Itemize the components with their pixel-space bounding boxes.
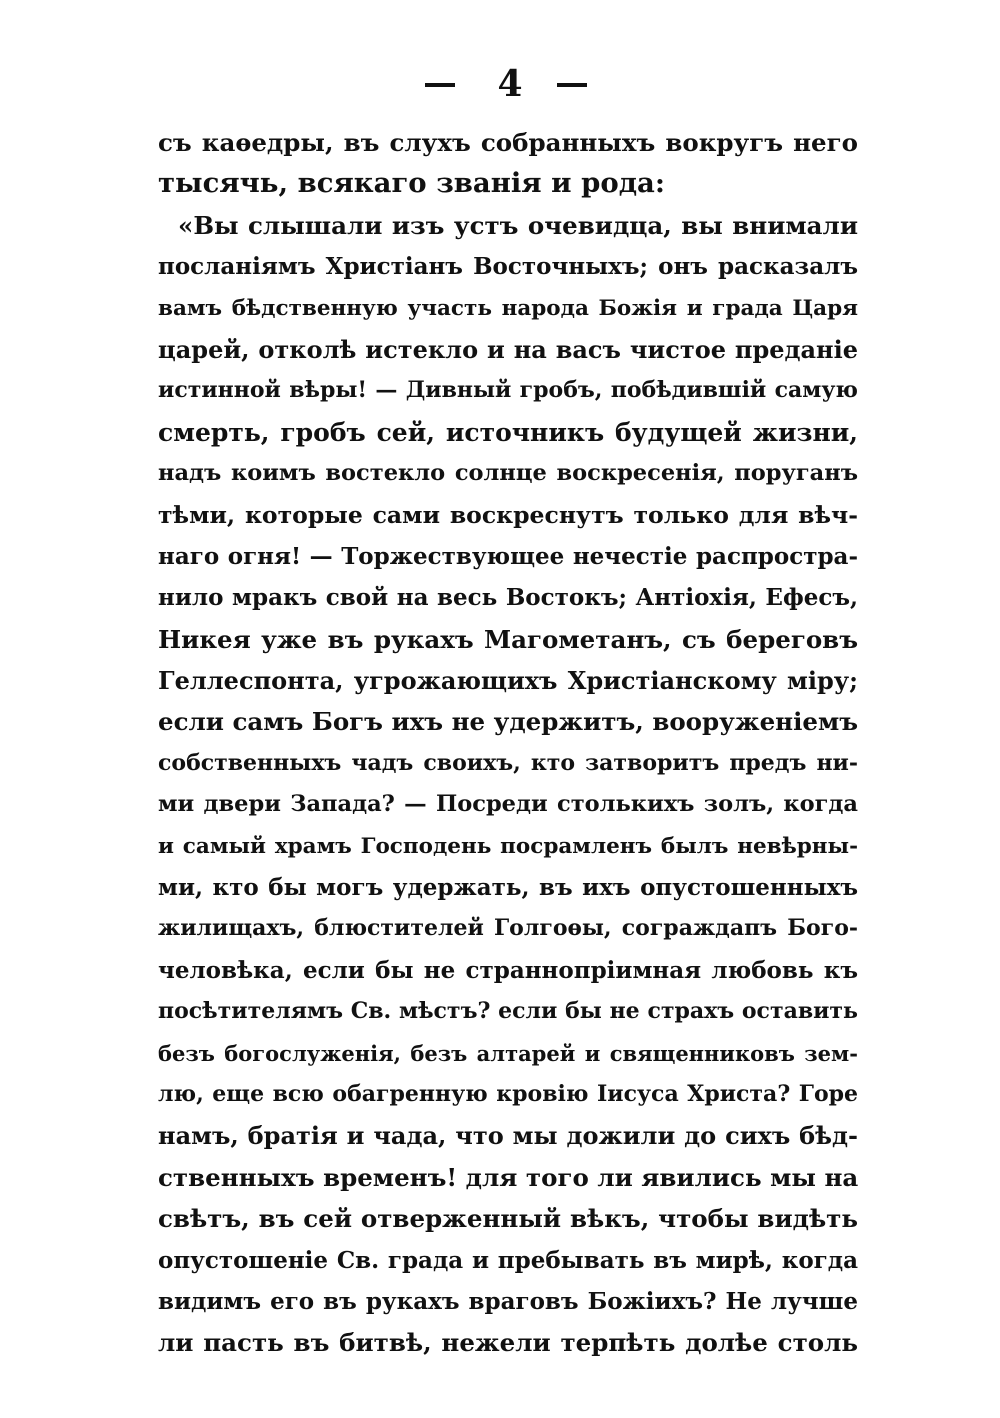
text-line: нило мракъ свой на весь Востокъ; Антіохія, Ефесъ, [158,584,858,612]
text-line: ми двери Запада? — Посреди столькихъ золъ, когда [158,791,858,818]
text-line: ли пасть въ битвѣ, нежели терпѣть долѣе столь [158,1328,858,1358]
text-line: свѣтъ, въ сей отверженный вѣкъ, чтобы видѣть [158,1204,858,1234]
page-header [0,62,1000,106]
text-line: съ каѳедры, въ слухъ собранныхъ вокругъ него [158,128,858,157]
text-line: царей, отколѣ истекло и на васъ чистое преданіе [158,334,858,364]
body-text [158,122,858,1364]
text-line: и самый храмъ Господень посрамленъ былъ невѣрны- [158,833,858,859]
text-line: посѣтителямъ Св. мѣстъ? если бы не страхъ оставить [158,998,858,1025]
text-line: ственныхъ временъ! для того ли явились мы на [158,1162,858,1192]
text-line: «Вы слышали изъ устъ очевидца, вы внимали [178,210,858,240]
text-line: видимъ его въ рукахъ враговъ Божіихъ? Не лучше [158,1287,858,1315]
text-line: надъ коимъ востекло солнце воскресенія, поруганъ [158,460,858,487]
text-line: лю, еще всю обагренную кровію Іисуса Христа? Горе [158,1080,858,1107]
text-line: если самъ Богъ ихъ не удержитъ, вооруженіемъ [158,707,858,737]
text-line: намъ, братія и чада, что мы дожили до сихъ бѣд- [158,1121,858,1151]
text-line: Геллеспонта, угрожающихъ Христіанскому міру; [158,666,858,696]
text-line: тѣми, которые сами воскреснутъ только для вѣч- [158,500,858,529]
text-line: вамъ бѣдственную участь народа Божія и града Царя [158,295,858,321]
text-line: смерть, гробъ сей, источникъ будущей жизни, [158,417,858,447]
text-line: жилищахъ, блюстителей Голгоѳы, сограждапъ Бого- [158,915,858,942]
text-line: опустошеніе Св. града и пребывать въ мирѣ, когда [158,1246,858,1274]
text-line: истинной вѣры! — Дивный гробъ, побѣдившій самую [158,377,858,404]
text-line: собственныхъ чадъ своихъ, кто затворитъ предъ ни- [158,749,858,776]
text-line: человѣка, если бы не страннопріимная любовь къ [158,956,858,984]
text-line: наго огня! — Торжествующее нечестіе распростра- [158,542,858,570]
text-line: безъ богослуженія, безъ алтарей и священниковъ зем- [158,1040,858,1066]
text-line: посланіямъ Христіанъ Восточныхъ; онъ расказалъ [158,253,858,281]
text-line: Никея уже въ рукахъ Магометанъ, съ береговъ [158,624,858,654]
header-dash-left [425,83,455,87]
text-line: тысячь, всякаго званія и рода: [158,167,666,200]
text-line: ми, кто бы могъ удержать, въ ихъ опустошенныхъ [158,874,858,902]
page-number: 4 [497,63,523,105]
header-dash-right [557,83,587,87]
